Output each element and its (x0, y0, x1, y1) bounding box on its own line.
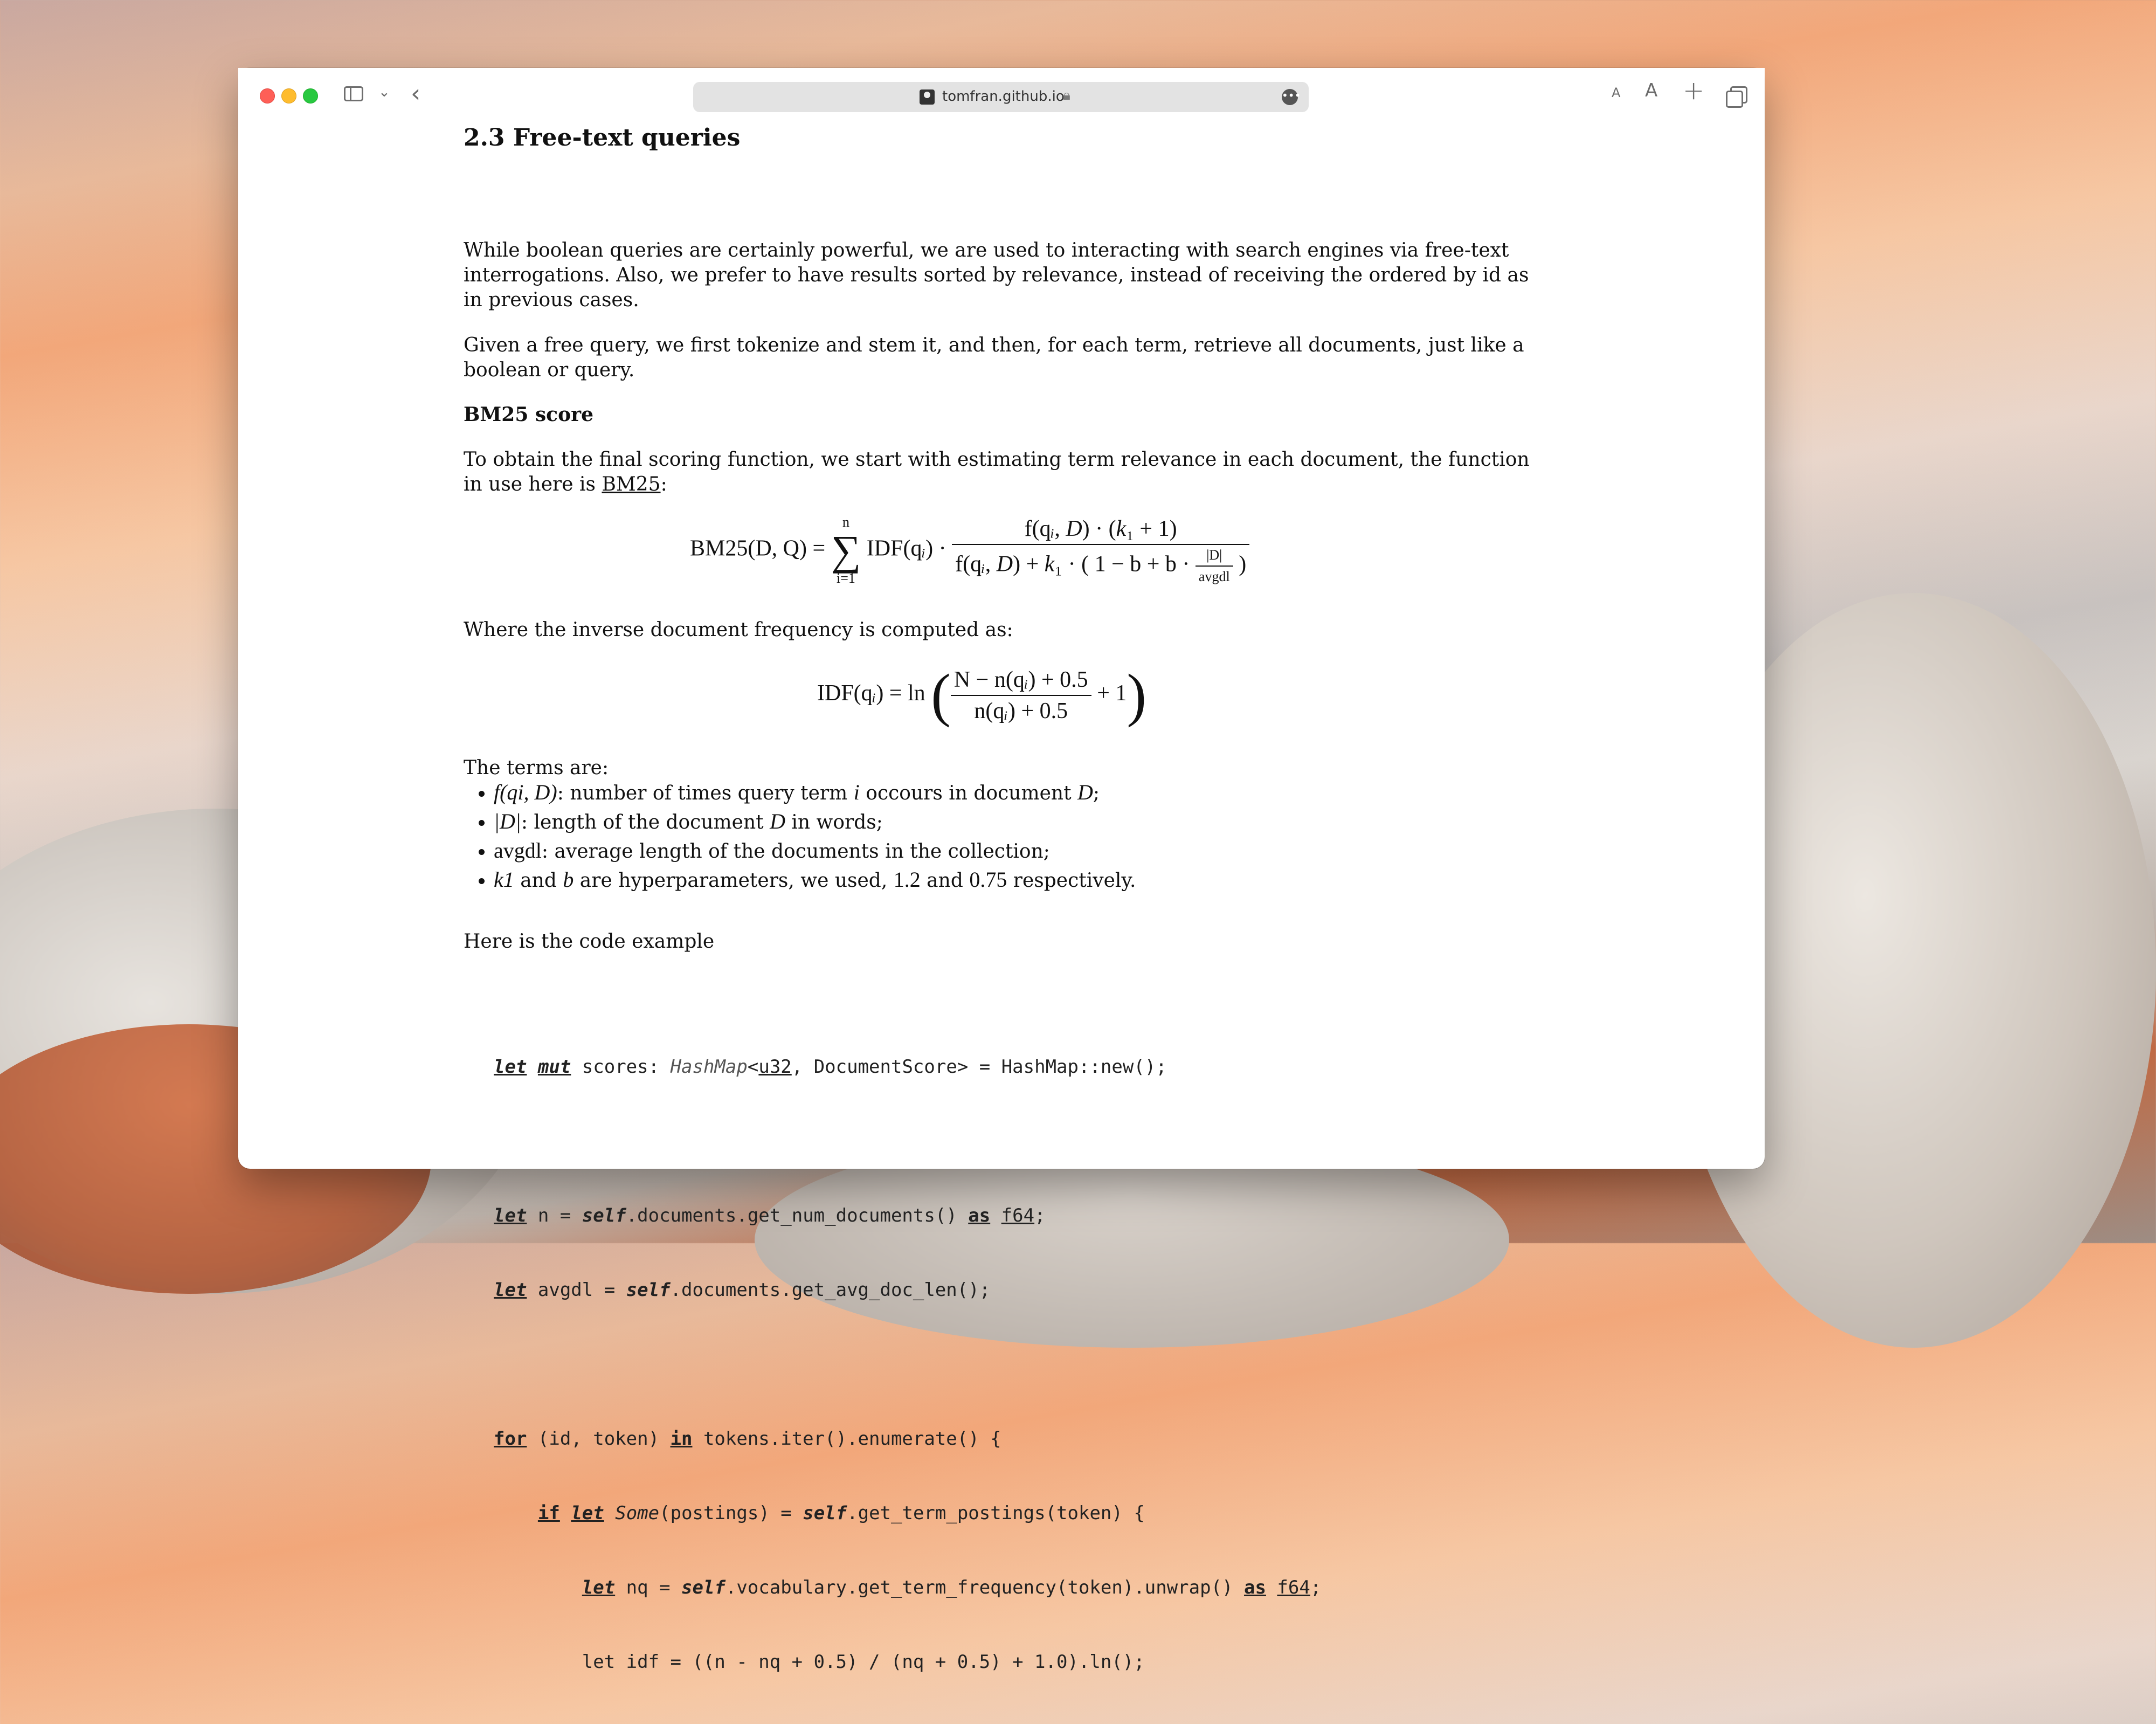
more-options-icon[interactable]: ••• (1282, 89, 1298, 105)
keyword: let (582, 1577, 616, 1598)
type: f64 (1277, 1577, 1310, 1598)
code-line (494, 1278, 1321, 1302)
math-term: avgdl (494, 838, 542, 863)
text: and (920, 870, 970, 892)
list-item (494, 866, 1136, 895)
text: in words; (785, 811, 883, 833)
browser-window (238, 68, 1765, 1673)
sum-symbol: n ∑ i=1 (831, 514, 861, 586)
avgdl: avgdl (1198, 569, 1230, 584)
code-line (494, 1129, 1321, 1154)
lock-icon: 🔒︎ (1063, 87, 1070, 104)
math-term: f(qi, D) (494, 780, 557, 804)
increase-font-button[interactable]: A (1645, 80, 1658, 101)
ln: ln (908, 681, 925, 706)
address-bar[interactable] (693, 82, 1309, 112)
text: : number of times query term (557, 782, 854, 804)
code-line (494, 1203, 1321, 1228)
code-line (494, 1426, 1321, 1451)
code-text: .documents.get_num_documents() (626, 1205, 969, 1226)
keyword: self (803, 1502, 847, 1524)
code-text: .documents.get_avg_doc_len(); (670, 1279, 991, 1301)
idf-formula: IDF(qᵢ) = ln ( $\frac{\text{N − n(qᵢ) + 0.5}}{\text{n(qᵢ) + 0.5}}$ + 1) (817, 662, 1147, 728)
code-text: < (747, 1056, 759, 1078)
formula-lhs: BM25(D, Q) = (690, 536, 826, 561)
code-text: scores: (571, 1056, 671, 1078)
denominator: n(q (974, 698, 1005, 723)
denominator: f(q (955, 551, 982, 577)
code-text: n = (527, 1205, 582, 1226)
tab-overview-icon[interactable] (1726, 86, 1742, 102)
browser-toolbar (238, 68, 1765, 122)
paragraph: Here is the code example (464, 930, 715, 953)
list-item (494, 808, 1136, 837)
code-text (494, 1577, 582, 1598)
url-text: tomfran.github.io (942, 88, 1065, 105)
doc-length: |D| (1196, 547, 1233, 567)
math-term: b (563, 867, 574, 892)
keyword: let (571, 1502, 604, 1524)
code-line (494, 1054, 1321, 1079)
code-line (494, 1352, 1321, 1377)
text: are hyperparameters, we used, (573, 870, 894, 892)
text: : length of the document (521, 811, 770, 833)
numerator: N − n(q (953, 667, 1025, 692)
math-term: D (770, 809, 785, 833)
code-text: avgdl = (527, 1279, 626, 1301)
math-term: 0.75 (969, 867, 1007, 892)
keyword: self (626, 1279, 671, 1301)
numerator: f(q (1024, 516, 1051, 541)
sum-lower: i=1 (837, 570, 855, 586)
new-tab-icon[interactable]: + (1683, 75, 1705, 106)
back-icon[interactable]: ‹ (411, 79, 421, 108)
keyword: for (494, 1428, 527, 1450)
list-item (494, 778, 1136, 808)
idf-fraction: $\frac{\text{N − n(qᵢ) + 0.5}}{\text{n(qᵢ) + 0.5}}$ (951, 667, 1091, 724)
text: respectively. (1007, 870, 1136, 892)
type: f64 (1001, 1205, 1035, 1226)
terms-list (464, 778, 1136, 895)
decrease-font-button[interactable]: A (1612, 85, 1621, 100)
idf-term: IDF(q (866, 536, 922, 561)
text: : average length of the documents in the collection; (541, 840, 1050, 863)
paragraph: Where the inverse document frequency is computed as: (464, 619, 1013, 641)
code-text: .get_term_postings(token) { (847, 1502, 1145, 1524)
bm25-formula: BM25(D, Q) = n ∑ i=1 IDF(qᵢ) · f(qᵢ, D) · (k₁ + 1) f(qᵢ, D) + k₁ · ( 1 − b + b · $\frac{|D|}{\text{avgdl}}$ ) (690, 515, 1249, 585)
code-text: tokens.iter().enumerate() { (692, 1428, 1001, 1450)
code-text: (postings) = (659, 1502, 803, 1524)
code-text: nq = (615, 1577, 682, 1598)
math-term: k1 (494, 867, 514, 892)
keyword: mut (537, 1056, 571, 1078)
code-text: , DocumentScore> = HashMap::new(); (791, 1056, 1167, 1078)
math-term: D (1077, 780, 1093, 804)
paragraph: While boolean queries are certainly powerful, we are used to interacting with search engines via free-text interrogations. Also, we prefer to have results sorted by relevance, instead of receiving the ordered by id as in previous cases. (464, 239, 1529, 311)
text: : (660, 473, 667, 495)
keyword: self (681, 1577, 725, 1598)
paragraph (464, 447, 1536, 497)
type: Some (615, 1502, 660, 1524)
subheading-bm25: BM25 score (464, 403, 593, 426)
text: ; (1093, 782, 1100, 804)
chevron-down-icon[interactable]: ⌄ (378, 84, 390, 100)
code-text: ; (1310, 1577, 1322, 1598)
bm25-link[interactable]: BM25 (602, 473, 661, 495)
code-text: (id, token) (527, 1428, 671, 1450)
list-item (494, 837, 1136, 866)
sidebar-toggle-icon[interactable] (344, 86, 363, 101)
formula-lhs: IDF(q (817, 681, 873, 706)
keyword: in (670, 1428, 693, 1450)
zoom-button[interactable] (303, 88, 318, 104)
code-line (494, 1501, 1321, 1526)
bm25-fraction: f(qᵢ, D) · (k₁ + 1) f(qᵢ, D) + k₁ · ( 1 − b + b · $\frac{|D|}{\text{avgdl}}$ ) (952, 516, 1249, 585)
site-favicon-icon (920, 89, 935, 105)
keyword: let (494, 1056, 527, 1078)
code-block (494, 1005, 1321, 1724)
math-term: 1.2 (893, 867, 921, 892)
plus-one: + 1 (1097, 681, 1127, 706)
type: HashMap (670, 1056, 748, 1078)
close-button[interactable] (260, 88, 275, 104)
code-line (494, 1575, 1321, 1600)
code-text: .vocabulary.get_term_frequency(token).unwrap() (725, 1577, 1244, 1598)
code-text (494, 1502, 538, 1524)
keyword: let (494, 1205, 527, 1226)
type: u32 (758, 1056, 792, 1078)
math-term: |D| (494, 809, 521, 833)
keyword: self (582, 1205, 626, 1226)
sum-upper: n (842, 514, 849, 530)
code-text: ; (1034, 1205, 1046, 1226)
paragraph: The terms are: (464, 757, 609, 779)
code-line: let idf = ((n - nq + 0.5) / (nq + 0.5) + 1.0).ln(); (494, 1651, 1145, 1673)
section-heading: 2.3 Free-text queries (464, 124, 741, 151)
minimize-button[interactable] (281, 88, 296, 104)
keyword: let (494, 1279, 527, 1301)
text: and (514, 870, 563, 892)
denominator-inner: 1 − b + b · (1094, 551, 1190, 577)
keyword: as (1243, 1577, 1266, 1598)
keyword: if (537, 1502, 560, 1524)
text: To obtain the final scoring function, we start with estimating term relevance in each document, the function in use here is (464, 449, 1530, 495)
math-term: i (853, 780, 860, 804)
keyword: as (968, 1205, 991, 1226)
paragraph: Given a free query, we first tokenize and stem it, and then, for each term, retrieve all documents, just like a boolean or query. (464, 334, 1524, 381)
text: occours in document (859, 782, 1078, 804)
